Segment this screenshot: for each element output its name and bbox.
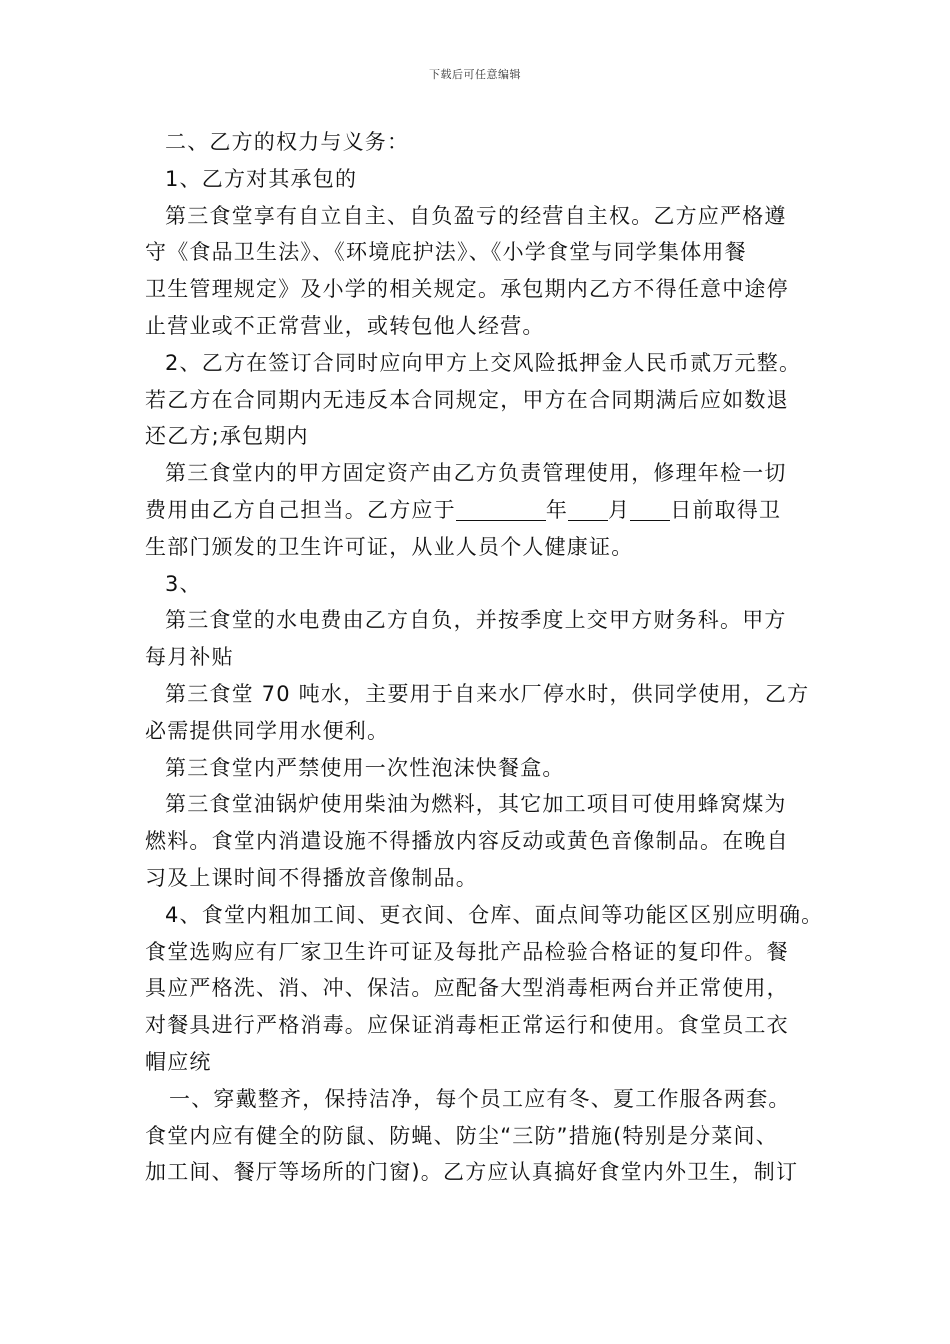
paragraph-line: 每月补贴 xyxy=(145,645,234,670)
paragraph-line: 3、 xyxy=(165,571,202,596)
paragraph-line: 第三食堂油锅炉使用柴油为燃料，其它加工项目可使用蜂窝煤为 xyxy=(165,792,787,817)
paragraph-line: 食堂选购应有厂家卫生许可证及每批产品检验合格证的复印件。餐 xyxy=(145,939,789,964)
paragraph-line: 还乙方;承包期内 xyxy=(145,424,309,449)
paragraph-line: 若乙方在合同期内无违反本合同规定，甲方在合同期满后应如数退 xyxy=(145,387,789,412)
text-segment: 日前取得卫 xyxy=(670,497,782,522)
paragraph-line: 1、乙方对其承包的 xyxy=(165,166,358,191)
paragraph-line: 第三食堂内严禁使用一次性泡沫快餐盒。 xyxy=(165,755,565,780)
page-header: 下载后可任意编辑 xyxy=(429,68,521,81)
paragraph-line: 食堂内应有健全的防鼠、防蝇、防尘“三防”措施(特别是分菜间、 xyxy=(145,1123,778,1148)
paragraph-line: 具应严格洗、消、冲、保洁。应配备大型消毒柜两台并正常使用， xyxy=(145,976,789,1001)
paragraph-line: 加工间、餐厅等场所的门窗)。乙方应认真搞好食堂内外卫生，制订 xyxy=(145,1160,799,1185)
paragraph-line: 习及上课时间不得播放音像制品。 xyxy=(145,865,478,890)
paragraph-line: 燃料。食堂内消遣设施不得播放内容反动或黄色音像制品。在晚自 xyxy=(145,829,789,854)
paragraph-line: 第三食堂 70 吨水，主要用于自来水厂停水时，供同学使用，乙方 xyxy=(165,681,810,706)
paragraph-line: 一、穿戴整齐，保持洁净，每个员工应有冬、夏工作服各两套。 xyxy=(169,1086,791,1111)
paragraph-line: 止营业或不正常营业，或转包他人经营。 xyxy=(145,313,545,338)
text-segment: 月 xyxy=(608,497,631,522)
document-body xyxy=(145,124,824,1191)
paragraph-line: 2、乙方在签订合同时应向甲方上交风险抵押金人民币贰万元整。 xyxy=(165,350,802,375)
day-blank xyxy=(630,498,670,521)
section-heading: 二、乙方的权力与义务： xyxy=(165,130,410,154)
paragraph-line: 第三食堂享有自立自主、自负盈亏的经营自主权。乙方应严格遵 xyxy=(165,203,787,228)
year-blank xyxy=(456,498,546,521)
paragraph-line: 守《食品卫生法》、《环境庇护法》、《小学食堂与同学集体用餐 xyxy=(145,240,747,265)
paragraph-line: 卫生管理规定》及小学的相关规定。承包期内乙方不得任意中途停 xyxy=(145,277,789,302)
text-segment: 费用由乙方自己担当。乙方应于 xyxy=(145,497,456,522)
paragraph-line: 4、食堂内粗加工间、更衣间、仓库、面点间等功能区区别应明确。 xyxy=(165,902,824,927)
text-segment: 年 xyxy=(545,497,569,522)
paragraph-line: 第三食堂内的甲方固定资产由乙方负责管理使用，修理年检一切 xyxy=(165,461,787,486)
paragraph-line: 生部门颁发的卫生许可证，从业人员个人健康证。 xyxy=(145,534,634,559)
paragraph-line-with-blanks xyxy=(145,492,810,529)
paragraph-line: 必需提供同学用水便利。 xyxy=(145,718,390,743)
paragraph-line: 对餐具进行严格消毒。应保证消毒柜正常运行和使用。食堂员工衣 xyxy=(145,1013,789,1038)
paragraph-line: 第三食堂的水电费由乙方自负，并按季度上交甲方财务科。甲方 xyxy=(165,608,787,633)
paragraph-line: 帽应统 xyxy=(145,1049,212,1074)
month-blank xyxy=(568,498,608,521)
